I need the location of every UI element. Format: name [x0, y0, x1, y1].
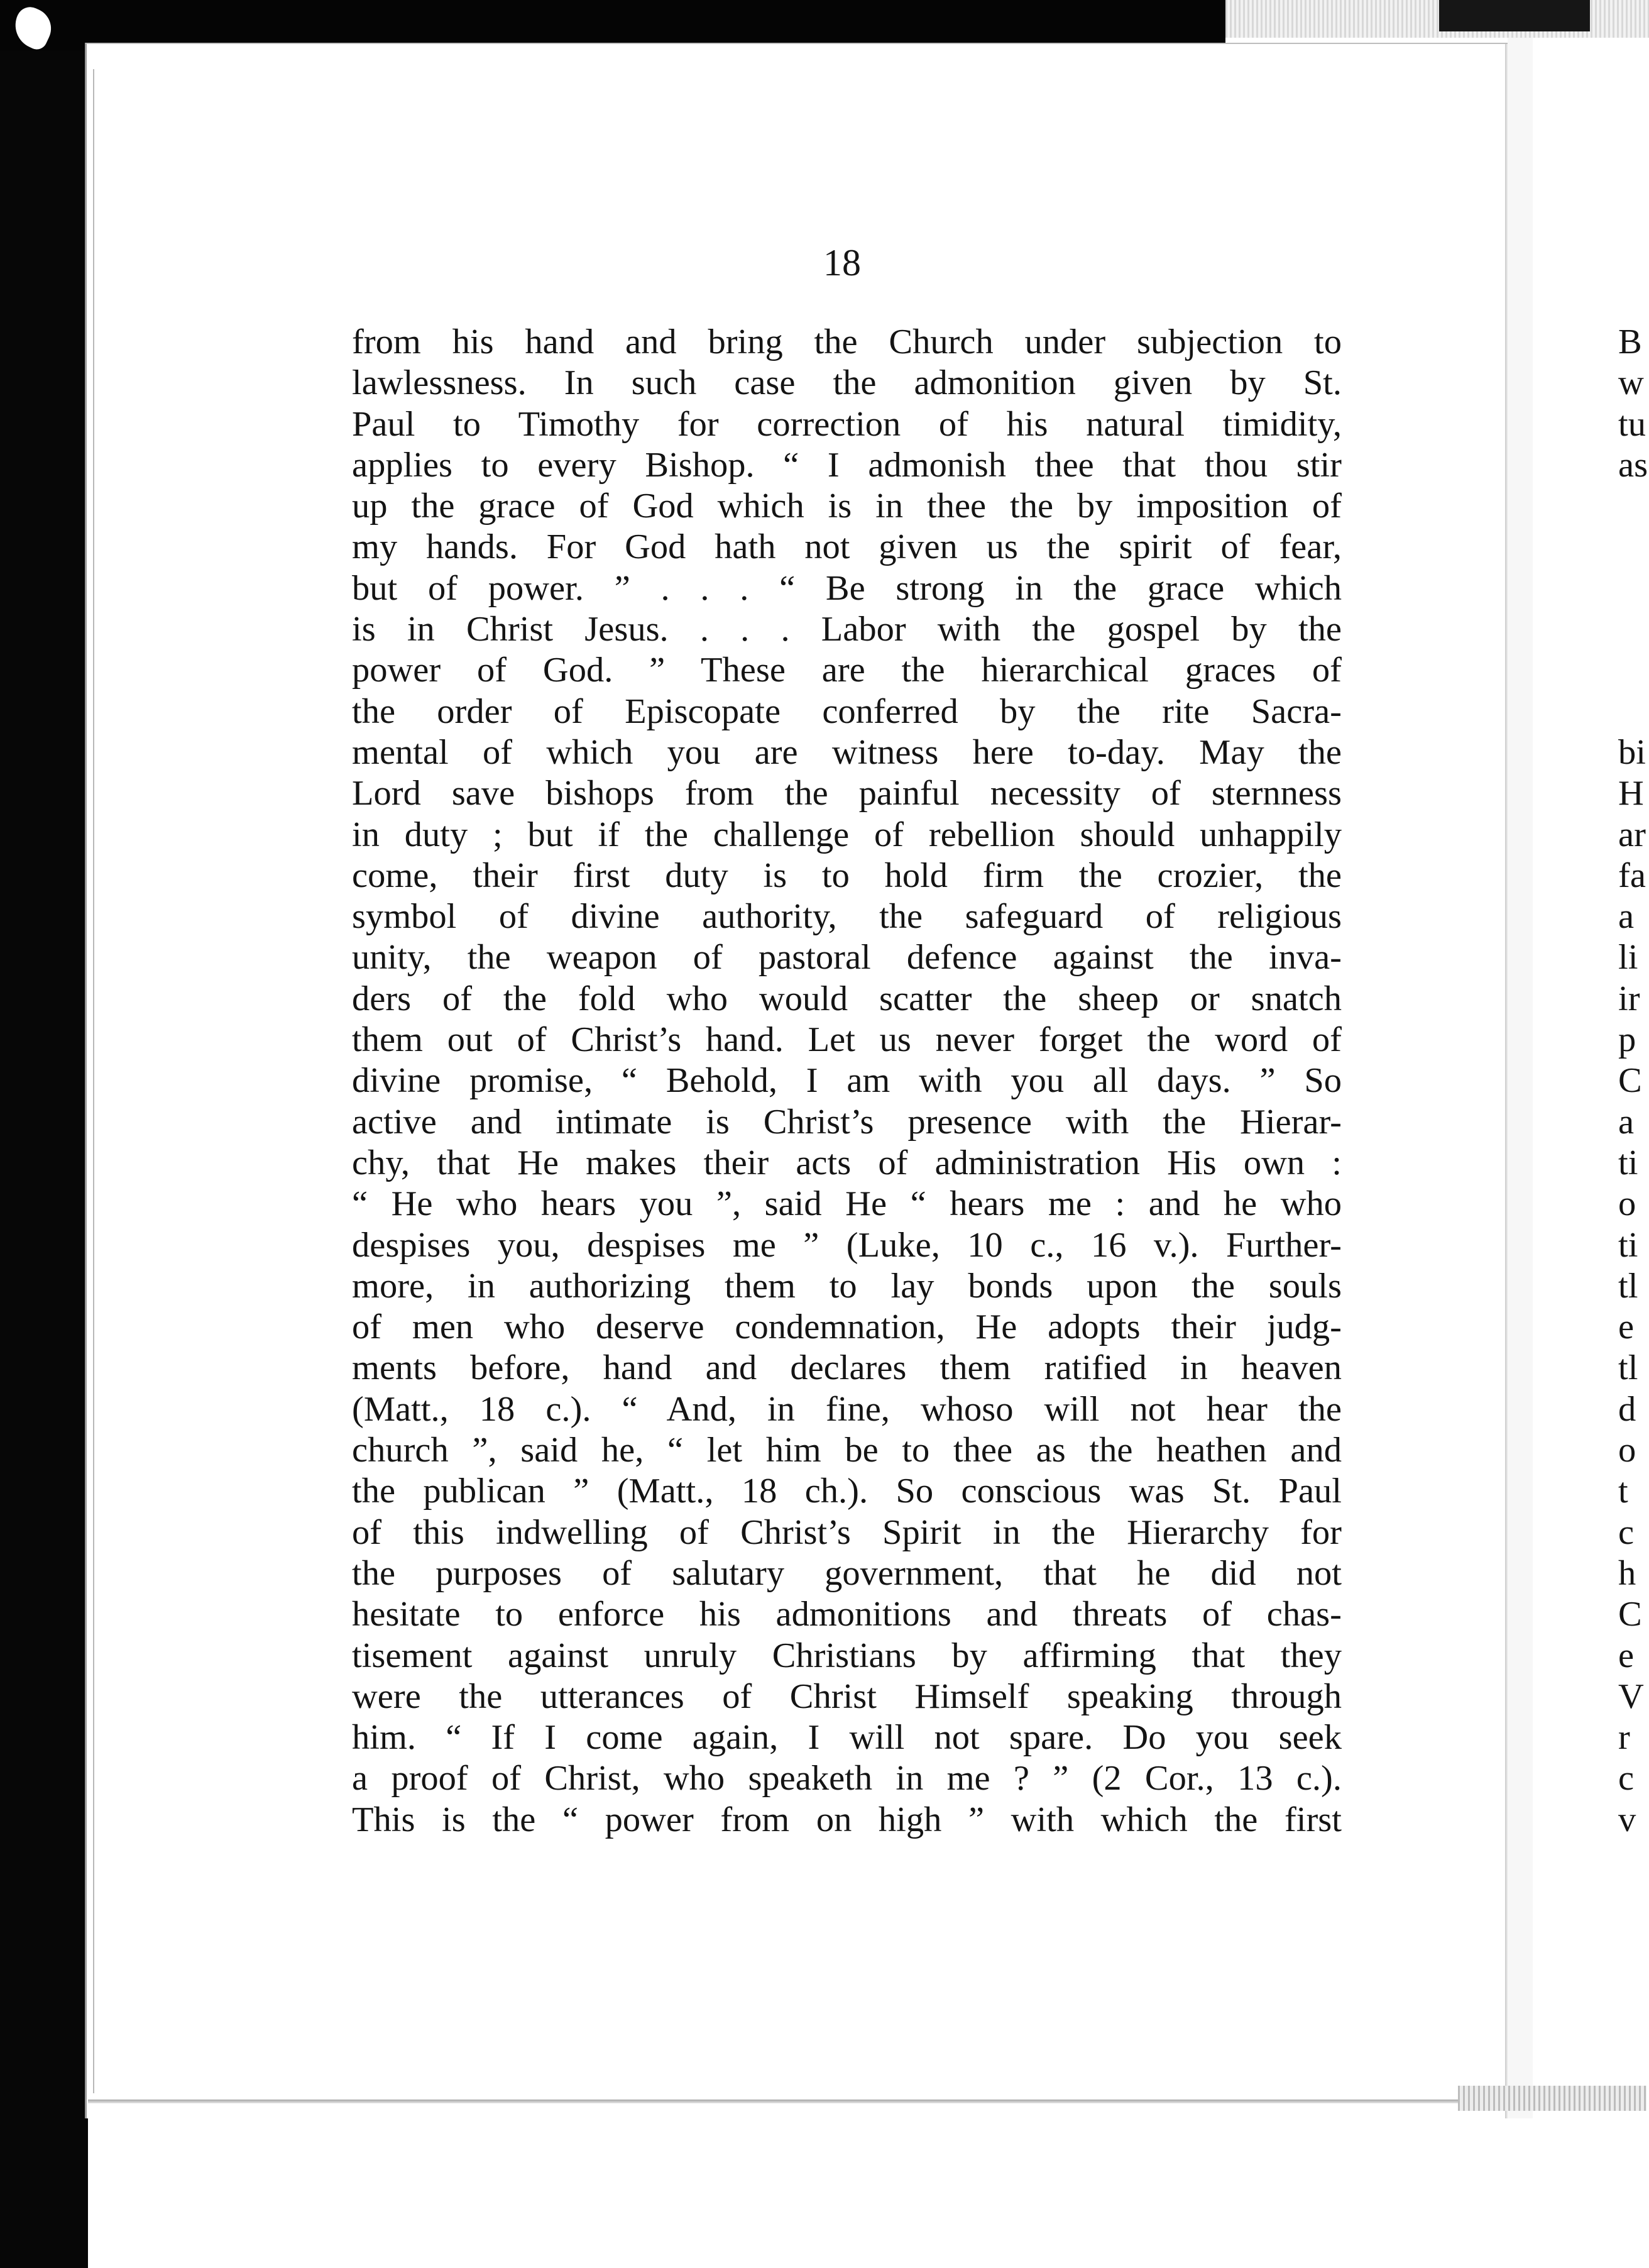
text-line: come, their first duty is to hold firm the crozier, the: [352, 856, 1342, 895]
text-line: in duty ; but if the challenge of rebellion should unhappily: [352, 815, 1342, 854]
facing-page-fragment: ti: [1618, 1143, 1638, 1182]
facing-page-fragment: bi: [1618, 732, 1646, 772]
facing-page-fragment: o: [1618, 1184, 1636, 1224]
text-line: This is the “ power from on high ” with which the first: [352, 1800, 1342, 1839]
facing-page-fragment: C: [1618, 1595, 1642, 1634]
text-line: divine promise, “ Behold, I am with you all days. ” So: [352, 1061, 1342, 1101]
text-line: is in Christ Jesus. . . . Labor with the gospel by the: [352, 610, 1342, 649]
facing-page-fragment: o: [1618, 1431, 1636, 1470]
text-line: hesitate to enforce his admonitions and threats of chas-: [352, 1595, 1342, 1634]
text-line: unity, the weapon of pastoral defence against the inva-: [352, 938, 1342, 977]
text-line: from his hand and bring the Church under subjection to: [352, 322, 1342, 361]
text-line: Paul to Timothy for correction of his natural timidity,: [352, 404, 1342, 444]
text-line: applies to every Bishop. “ I admonish thee that thou stir: [352, 445, 1342, 485]
page-number: 18: [823, 242, 861, 284]
facing-page-fragment: tl: [1618, 1348, 1638, 1388]
gutter-shadow: [1505, 44, 1508, 2118]
text-line: “ He who hears you ”, said He “ hears me : and he who: [352, 1184, 1342, 1224]
facing-page-fragments: [1618, 322, 1649, 1841]
scan-mark-bottom: [1458, 2086, 1646, 2111]
book-gutter: [1508, 38, 1533, 2118]
text-line: the publican ” (Matt., 18 ch.). So conscious was St. Paul: [352, 1472, 1342, 1511]
text-line: more, in authorizing them to lay bonds upon the souls: [352, 1266, 1342, 1306]
facing-page-fragment: r: [1618, 1718, 1630, 1758]
facing-page-gap: [1618, 486, 1649, 732]
facing-page-fragment: c: [1618, 1759, 1635, 1798]
facing-page-fragment: w: [1618, 363, 1644, 403]
facing-page-fragment: a: [1618, 1102, 1635, 1142]
facing-page-fragment: v: [1618, 1800, 1636, 1839]
text-line: were the utterances of Christ Himself speaking through: [352, 1676, 1342, 1716]
facing-page-fragment: C: [1618, 1061, 1642, 1101]
facing-page-fragment: B: [1618, 322, 1642, 361]
text-line: ments before, hand and declares them ratified in heaven: [352, 1348, 1342, 1388]
text-line: of this indwelling of Christ’s Spirit in the Hierarchy for: [352, 1512, 1342, 1552]
facing-page-fragment: e: [1618, 1636, 1635, 1675]
text-line: him. “ If I come again, I will not spare. Do you seek: [352, 1718, 1342, 1758]
facing-page-fragment: fa: [1618, 856, 1646, 895]
facing-page-fragment: d: [1618, 1389, 1636, 1429]
facing-page-fragment: li: [1618, 938, 1638, 977]
facing-page-fragment: H: [1618, 774, 1644, 813]
facing-page-fragment: p: [1618, 1020, 1636, 1060]
facing-page-fragment: t: [1618, 1472, 1628, 1511]
text-line: chy, that He makes their acts of administration His own :: [352, 1143, 1342, 1182]
text-line: lawlessness. In such case the admonition given by St.: [352, 363, 1342, 403]
page-inner-edge: [93, 69, 99, 2093]
facing-page-fragment: ti: [1618, 1225, 1638, 1265]
text-line: of men who deserve condemnation, He adopts their judg-: [352, 1307, 1342, 1347]
text-line: active and intimate is Christ’s presence with the Hierar-: [352, 1102, 1342, 1142]
text-line: up the grace of God which is in thee the by imposition of: [352, 487, 1342, 526]
text-line: despises you, despises me ” (Luke, 10 c., 16 v.). Further-: [352, 1225, 1342, 1265]
text-line: Lord save bishops from the painful necessity of sternness: [352, 774, 1342, 813]
text-line: mental of which you are witness here to-day. May the: [352, 732, 1342, 772]
facing-page-fragment: ar: [1618, 815, 1646, 854]
facing-page-fragment: a: [1618, 897, 1635, 937]
facing-page-fragment: h: [1618, 1553, 1636, 1593]
text-line: power of God. ” These are the hierarchical graces of: [352, 651, 1342, 690]
text-line: tisement against unruly Christians by affirming that they: [352, 1636, 1342, 1675]
facing-page-fragment: tu: [1618, 404, 1646, 444]
text-line: them out of Christ’s hand. Let us never forget the word of: [352, 1020, 1342, 1060]
text-line: my hands. For God hath not given us the spirit of fear,: [352, 527, 1342, 567]
body-text: [352, 322, 1342, 1841]
scan-mark: [1439, 0, 1590, 31]
text-line: symbol of divine authority, the safeguard of religious: [352, 897, 1342, 937]
facing-page-fragment: V: [1618, 1676, 1644, 1716]
facing-page-fragment: c: [1618, 1512, 1635, 1552]
text-line: but of power. ” . . . “ Be strong in the grace which: [352, 568, 1342, 608]
scan-border-left: [0, 0, 88, 2268]
page-bottom-edge: [88, 2100, 1521, 2103]
facing-page-fragment: e: [1618, 1307, 1635, 1347]
text-line: a proof of Christ, who speaketh in me ? ” (2 Cor., 13 c.).: [352, 1759, 1342, 1798]
text-line: (Matt., 18 c.). “ And, in fine, whoso will not hear the: [352, 1389, 1342, 1429]
facing-page-fragment: as: [1618, 445, 1648, 485]
facing-page-fragment: tl: [1618, 1266, 1638, 1306]
text-line: the purposes of salutary government, that he did not: [352, 1553, 1342, 1593]
text-line: the order of Episcopate conferred by the rite Sacra-: [352, 691, 1342, 731]
text-line: church ”, said he, “ let him be to thee as the heathen and: [352, 1431, 1342, 1470]
text-line: ders of the fold who would scatter the sheep or snatch: [352, 979, 1342, 1018]
facing-page-fragment: ir: [1618, 979, 1640, 1018]
